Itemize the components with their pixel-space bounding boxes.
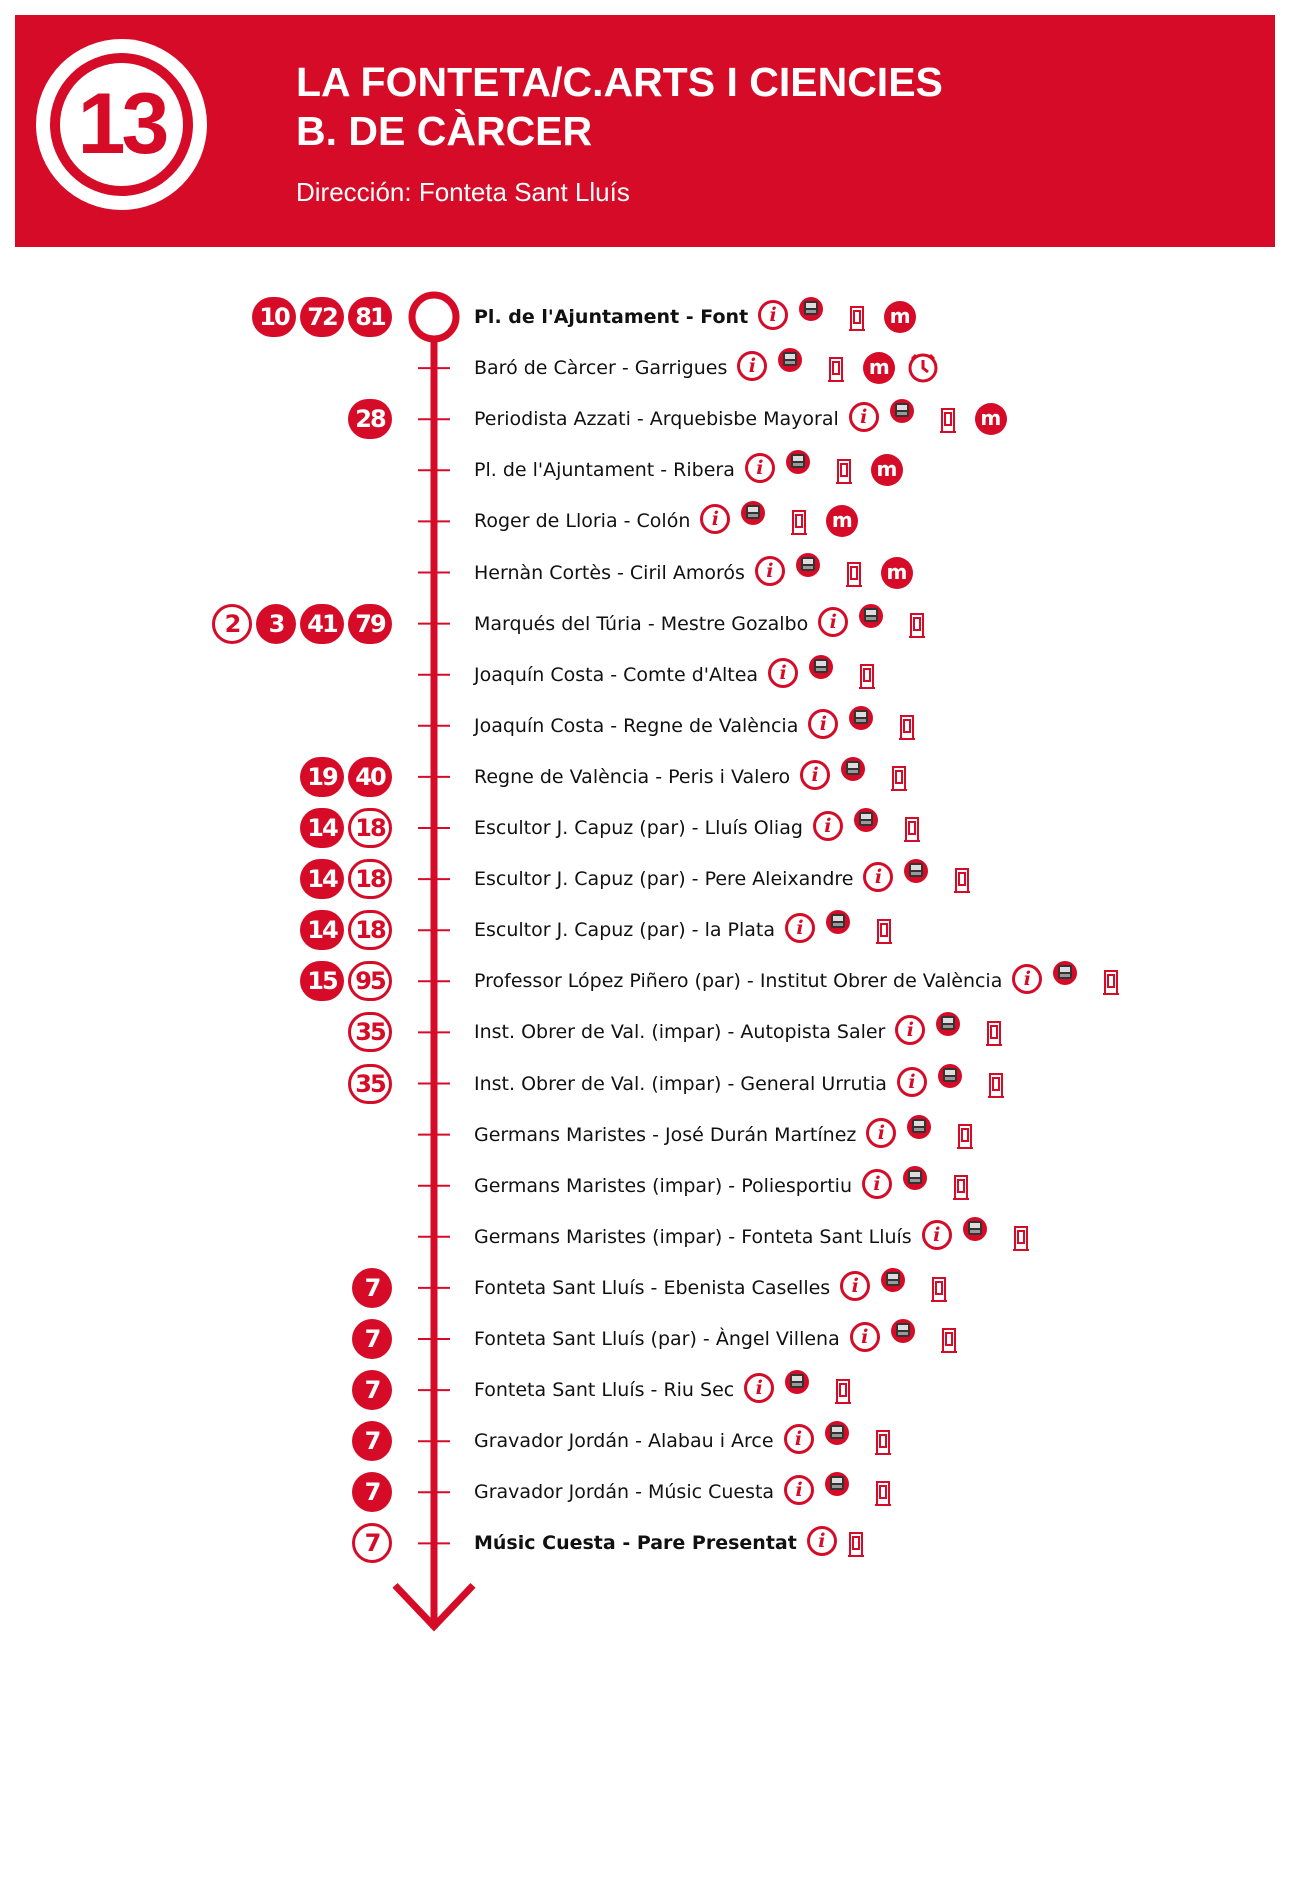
connection-line-badge[interactable]: 35 xyxy=(348,1064,392,1104)
shelter-icon xyxy=(874,1427,892,1457)
shelter-icon xyxy=(874,1478,892,1508)
shelter-icon xyxy=(858,661,876,691)
route-title-line1: LA FONTETA/C.ARTS I CIENCIES xyxy=(296,59,943,105)
shelter-icon xyxy=(845,559,863,589)
ticket-machine-icon xyxy=(890,1317,916,1345)
connection-line-badge[interactable]: 28 xyxy=(348,399,392,439)
stop-name[interactable]: Fonteta Sant Lluís - Riu Sec xyxy=(474,1379,735,1402)
shelter-icon xyxy=(953,865,971,895)
shelter-icon xyxy=(952,1172,970,1202)
stop-name[interactable]: Pl. de l'Ajuntament - Font xyxy=(474,306,749,328)
shelter-icon xyxy=(847,1529,865,1559)
stop-name[interactable]: Germans Maristes - José Durán Martínez xyxy=(474,1123,857,1146)
connection-line-badge[interactable]: 40 xyxy=(348,757,392,797)
metro-icon: m xyxy=(863,352,895,384)
stop-name[interactable]: Fonteta Sant Lluís (par) - Àngel Villena xyxy=(474,1328,840,1350)
connection-line-badge[interactable]: 72 xyxy=(300,297,344,337)
ticket-machine-icon xyxy=(880,1266,906,1294)
connection-line-badge[interactable]: 18 xyxy=(348,910,392,950)
shelter-icon xyxy=(939,405,957,435)
shelter-icon xyxy=(1012,1223,1030,1253)
route-direction: Dirección: Fonteta Sant Lluís xyxy=(296,177,630,207)
shelter-icon xyxy=(903,814,921,844)
connection-line-badge[interactable]: 7 xyxy=(352,1523,392,1563)
stop-name[interactable]: Gravador Jordán - Alabau i Arce xyxy=(474,1430,774,1453)
shelter-icon xyxy=(834,1376,852,1406)
ticket-machine-icon xyxy=(962,1215,988,1243)
ticket-machine-icon xyxy=(902,1164,928,1192)
stop-name[interactable]: Inst. Obrer de Val. (impar) - Autopista Saler xyxy=(474,1021,886,1044)
info-icon: i xyxy=(863,862,893,892)
ticket-machine-icon xyxy=(935,1010,961,1038)
info-icon: i xyxy=(895,1015,925,1045)
connection-line-badge[interactable]: 7 xyxy=(352,1421,392,1461)
shelter-icon xyxy=(790,507,808,537)
metro-icon: m xyxy=(884,301,916,333)
connection-line-badge[interactable]: 18 xyxy=(348,859,392,899)
clock-icon xyxy=(907,352,939,384)
info-icon: i xyxy=(840,1271,870,1301)
info-icon: i xyxy=(808,709,838,739)
ticket-machine-icon xyxy=(848,704,874,732)
shelter-icon xyxy=(898,712,916,742)
stop-name[interactable]: Escultor J. Capuz (par) - Pere Aleixandre xyxy=(474,868,854,891)
stop-name[interactable]: Roger de Lloria - Colón xyxy=(474,510,691,533)
connection-line-badge[interactable]: 79 xyxy=(348,604,392,644)
info-icon: i xyxy=(700,504,730,534)
info-icon: i xyxy=(813,811,843,841)
shelter-icon xyxy=(835,456,853,486)
stop-name[interactable]: Marqués del Túria - Mestre Gozalbo xyxy=(474,612,809,635)
info-icon: i xyxy=(744,1373,774,1403)
ticket-machine-icon xyxy=(808,653,834,681)
stop-name[interactable]: Baró de Càrcer - Garrigues xyxy=(474,357,728,380)
info-icon: i xyxy=(784,1424,814,1454)
shelter-icon xyxy=(890,763,908,793)
stop-name[interactable]: Professor López Piñero (par) - Institut Obrer de València xyxy=(474,970,1003,993)
stop-name[interactable]: Hernàn Cortès - Ciril Amorós xyxy=(474,561,745,584)
ticket-machine-icon xyxy=(937,1062,963,1090)
connection-line-badge[interactable]: 95 xyxy=(348,961,392,1001)
metro-icon: m xyxy=(871,454,903,486)
ticket-machine-icon xyxy=(740,499,766,527)
metro-icon: m xyxy=(881,557,913,589)
info-icon: i xyxy=(807,1526,837,1556)
info-icon: i xyxy=(866,1118,896,1148)
ticket-machine-icon xyxy=(906,1113,932,1141)
stop-name[interactable]: Músic Cuesta - Pare Presentat xyxy=(474,1532,797,1555)
shelter-icon xyxy=(875,916,893,946)
shelter-icon xyxy=(956,1121,974,1151)
connection-line-badge[interactable]: 7 xyxy=(352,1319,392,1359)
info-icon: i xyxy=(755,556,785,586)
stop-name[interactable]: Regne de València - Peris i Valero xyxy=(474,765,791,788)
info-icon: i xyxy=(758,300,788,330)
stop-name[interactable]: Escultor J. Capuz (par) - la Plata xyxy=(474,919,776,942)
connection-line-badge[interactable]: 14 xyxy=(300,808,344,848)
ticket-machine-icon xyxy=(798,295,824,323)
ticket-machine-icon xyxy=(903,857,929,885)
shelter-icon xyxy=(940,1325,958,1355)
info-icon: i xyxy=(897,1067,927,1097)
stop-name[interactable]: Periodista Azzati - Arquebisbe Mayoral xyxy=(474,408,839,431)
ticket-machine-icon xyxy=(777,346,803,374)
ticket-machine-icon xyxy=(825,908,851,936)
connection-line-badge[interactable]: 10 xyxy=(252,297,296,337)
info-icon: i xyxy=(745,453,775,483)
info-icon: i xyxy=(737,351,767,381)
info-icon: i xyxy=(785,913,815,943)
stop-name[interactable]: Escultor J. Capuz (par) - Lluís Oliag xyxy=(474,817,803,839)
stop-name[interactable]: Inst. Obrer de Val. (impar) - General Urrutia xyxy=(474,1072,887,1095)
shelter-icon xyxy=(827,354,845,384)
info-icon: i xyxy=(768,658,798,688)
connection-line-badge[interactable]: 7 xyxy=(352,1268,392,1308)
ticket-machine-icon xyxy=(785,448,811,476)
stop-name[interactable]: Germans Maristes (impar) - Poliesportiu xyxy=(474,1174,853,1197)
ticket-machine-icon xyxy=(824,1419,850,1447)
shelter-icon xyxy=(1102,967,1120,997)
stop-name[interactable]: Gravador Jordán - Músic Cuesta xyxy=(474,1481,775,1504)
info-icon: i xyxy=(1012,964,1042,994)
route-number: 13 xyxy=(77,76,166,172)
shelter-icon xyxy=(987,1070,1005,1100)
info-icon: i xyxy=(850,1322,880,1352)
connection-line-badge[interactable]: 14 xyxy=(300,859,344,899)
route-title-line2: B. DE CÀRCER xyxy=(296,108,593,154)
shelter-icon xyxy=(908,610,926,640)
shelter-icon xyxy=(848,303,866,333)
connection-line-badge[interactable]: 18 xyxy=(348,808,392,848)
shelter-icon xyxy=(930,1274,948,1304)
connection-line-badge[interactable]: 35 xyxy=(348,1012,392,1052)
terminus-stop-marker xyxy=(412,295,456,339)
connection-line-badge[interactable]: 2 xyxy=(212,604,252,644)
ticket-machine-icon xyxy=(1052,959,1078,987)
connection-line-badge[interactable]: 14 xyxy=(300,910,344,950)
connection-line-badge[interactable]: 3 xyxy=(256,604,296,644)
stop-name[interactable]: Germans Maristes (impar) - Fonteta Sant Lluís xyxy=(474,1225,912,1248)
ticket-machine-icon xyxy=(795,551,821,579)
stop-name[interactable]: Joaquín Costa - Regne de València xyxy=(474,714,799,737)
connection-line-badge[interactable]: 7 xyxy=(352,1472,392,1512)
ticket-machine-icon xyxy=(784,1368,810,1396)
connection-line-badge[interactable]: 41 xyxy=(300,604,344,644)
stop-name[interactable]: Fonteta Sant Lluís - Ebenista Caselles xyxy=(474,1276,831,1299)
info-icon: i xyxy=(784,1475,814,1505)
info-icon: i xyxy=(862,1169,892,1199)
ticket-machine-icon xyxy=(853,806,879,834)
stop-name[interactable]: Pl. de l'Ajuntament - Ribera xyxy=(474,459,735,482)
ticket-machine-icon xyxy=(824,1470,850,1498)
metro-icon: m xyxy=(975,403,1007,435)
info-icon: i xyxy=(818,607,848,637)
connection-line-badge[interactable]: 7 xyxy=(352,1370,392,1410)
connection-line-badge[interactable]: 81 xyxy=(348,297,392,337)
ticket-machine-icon xyxy=(840,755,866,783)
stop-name[interactable]: Joaquín Costa - Comte d'Altea xyxy=(474,663,759,686)
info-icon: i xyxy=(849,402,879,432)
connection-line-badge[interactable]: 15 xyxy=(300,961,344,1001)
info-icon: i xyxy=(800,760,830,790)
shelter-icon xyxy=(985,1018,1003,1048)
ticket-machine-icon xyxy=(889,397,915,425)
connection-line-badge[interactable]: 19 xyxy=(300,757,344,797)
metro-icon: m xyxy=(826,505,858,537)
info-icon: i xyxy=(922,1220,952,1250)
ticket-machine-icon xyxy=(858,602,884,630)
